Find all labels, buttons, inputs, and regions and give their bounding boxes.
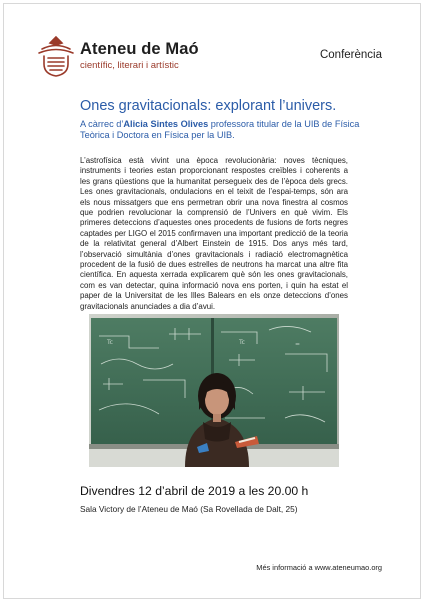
event-description: L’astrofísica està vivint una època revolucionària: noves tècniques, instruments i teories estan proporcionant respostes creïbles i coherents a les grans qüestions que la humanitat persegueix des de l’època dels grecs. Les ones gravitacionals, ondulacions en el teixit de l’espai-temps, són ara els nous missatgers que ens permetran obrir una nova finestra al cosmos que podrien revolucionar la comprensió de l’Univers en què vivim. Els primeres deteccions d’aquestes ones procedents de fusions de forts negres captades per LIGO el 2015 confirmaven una important predicció de la teoria de la relativitat general d’Albert Einstein de 1915. Dos anys més tard, l’observació simultània d’ones gravitacionals i radiació electromagnètica procedent de la fusió de dues estrelles de neutrons ha marcat una altre fita científica. En aquesta xerrada explicarem què són les ones gravitacionals, com es van detectar, quina informació nova ens porten, i quin ha estat el paper de la Universitat de les Illes Balears en els onze deteccions d’ones gravitacionals anunciades a dia d’avui. [80,156,348,311]
ateneu-crest-icon [36,34,76,78]
event-venue: Sala Victory de l’Ateneu de Maó (Sa Rovellada de Dalt, 25) [80,504,298,514]
more-info-link-text: Més informació a www.ateneumao.org [256,563,382,572]
brand-name: Ateneu de Maó [80,40,199,58]
brand-tagline: científic, literari i artístic [80,60,179,71]
svg-text:Tc: Tc [107,339,113,346]
byline-prefix: A càrrec d’ [80,119,124,129]
speaker-name: Alicia Sintes Olives [123,119,209,129]
byline-suffix: professora titular de la UIB de Física Teòrica i Doctora en Física per la UIB. [80,119,360,141]
svg-text:=: = [295,341,301,348]
speaker-at-chalkboard-image [89,314,339,467]
event-title: Ones gravitacionals: explorant l’univers. [80,98,337,114]
event-category: Conferència [319,49,382,61]
speaker-byline [80,119,380,142]
svg-text:Tc: Tc [239,339,245,346]
speaker-photo [89,314,339,467]
event-date-time: Divendres 12 d’abril de 2019 a les 20.00 h [80,484,309,498]
